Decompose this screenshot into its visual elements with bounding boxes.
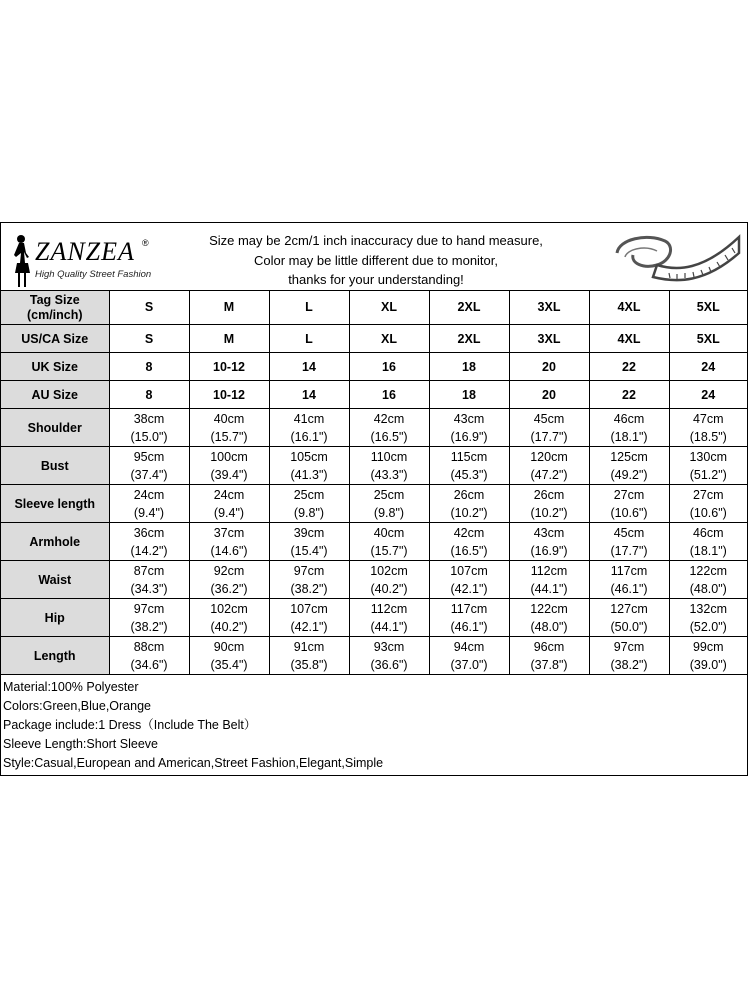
spec-sleeve-length: Sleeve Length:Short Sleeve: [3, 737, 158, 751]
cell-cm: 26cm: [533, 487, 565, 502]
table-cell: XL: [349, 325, 429, 353]
cell-inch: (18.1"): [610, 429, 648, 444]
table-cell: 4XL: [589, 325, 669, 353]
table-cell: 20: [509, 381, 589, 409]
cell-inch: (40.2"): [370, 581, 408, 596]
table-cell: [189, 599, 269, 637]
chart-header: [1, 223, 747, 291]
cell-inch: (10.2"): [530, 505, 568, 520]
row-label-line: Tag Size: [29, 292, 80, 307]
table-cell: 16: [349, 381, 429, 409]
cell-cm: 112cm: [530, 563, 568, 578]
table-cell: [589, 561, 669, 599]
cell-cm: 46cm: [692, 525, 724, 540]
brand-logo: [5, 229, 155, 285]
cell-inch: (39.0"): [689, 657, 727, 672]
table-cell: [349, 561, 429, 599]
cell-cm: 92cm: [213, 563, 245, 578]
fashion-figure-icon: [8, 233, 32, 289]
cell-inch: (39.4"): [210, 467, 248, 482]
spec-material: Material:100% Polyester: [3, 680, 139, 694]
table-cell: 5XL: [669, 325, 747, 353]
table-cell: [109, 599, 189, 637]
cell-inch: (9.8"): [293, 505, 325, 520]
cell-cm: 95cm: [133, 449, 165, 464]
cell-cm: 26cm: [453, 487, 485, 502]
table-cell: [349, 447, 429, 485]
cell-cm: 107cm: [290, 601, 328, 616]
table-row: [1, 447, 747, 485]
cell-inch: (9.4"): [133, 505, 165, 520]
table-cell: [429, 409, 509, 447]
cell-inch: (37.4"): [130, 467, 168, 482]
registered-mark: ®: [142, 238, 149, 248]
table-row-tag-size: [1, 291, 747, 325]
table-cell: [429, 637, 509, 675]
notice-line: thanks for your understanding!: [288, 272, 464, 287]
measurement-rows: [1, 409, 747, 675]
table-cell: [589, 637, 669, 675]
table-row: [1, 523, 747, 561]
table-cell: [189, 447, 269, 485]
table-cell: [429, 561, 509, 599]
table-cell: [669, 485, 747, 523]
table-cell: L: [269, 325, 349, 353]
table-cell: 5XL: [669, 291, 747, 325]
cell-inch: (38.2"): [610, 657, 648, 672]
table-cell: [349, 485, 429, 523]
cell-inch: (35.8"): [290, 657, 328, 672]
cell-cm: 115cm: [450, 449, 488, 464]
cell-inch: (9.4"): [213, 505, 245, 520]
table-cell: [269, 599, 349, 637]
cell-cm: 105cm: [290, 449, 328, 464]
cell-cm: 25cm: [293, 487, 325, 502]
row-label-line: (cm/inch): [26, 307, 83, 322]
cell-cm: 40cm: [213, 411, 245, 426]
cell-cm: 107cm: [450, 563, 488, 578]
cell-cm: 90cm: [213, 639, 245, 654]
table-cell: 14: [269, 353, 349, 381]
size-chart-sheet: [0, 222, 748, 776]
table-cell: [509, 523, 589, 561]
cell-inch: (16.5"): [370, 429, 408, 444]
cell-inch: (10.6"): [689, 505, 727, 520]
table-cell: [509, 485, 589, 523]
table-cell: [109, 409, 189, 447]
notice-line: Color may be little different due to monitor,: [254, 252, 498, 268]
table-cell: [669, 447, 747, 485]
table-cell: [109, 637, 189, 675]
table-cell: 18: [429, 353, 509, 381]
table-cell: [269, 447, 349, 485]
cell-cm: 25cm: [373, 487, 405, 502]
table-row: [1, 561, 747, 599]
table-cell: [109, 561, 189, 599]
table-cell: [669, 599, 747, 637]
cell-cm: 120cm: [530, 449, 568, 464]
cell-cm: 27cm: [692, 487, 724, 502]
cell-cm: 97cm: [293, 563, 325, 578]
cell-cm: 43cm: [533, 525, 565, 540]
row-label: Waist: [1, 561, 109, 599]
table-cell: [589, 485, 669, 523]
cell-inch: (15.7"): [370, 543, 408, 558]
cell-inch: (50.0"): [610, 619, 648, 634]
table-cell: 24: [669, 381, 747, 409]
brand-name: ZANZEA: [35, 237, 135, 266]
cell-inch: (44.1"): [530, 581, 568, 596]
table-cell: [669, 637, 747, 675]
cell-inch: (51.2"): [689, 467, 727, 482]
cell-inch: (49.2"): [610, 467, 648, 482]
table-cell: [589, 599, 669, 637]
row-label: [1, 291, 109, 325]
cell-inch: (34.6"): [130, 657, 168, 672]
table-cell: [669, 409, 747, 447]
table-cell: L: [269, 291, 349, 325]
cell-cm: 38cm: [133, 411, 165, 426]
cell-cm: 46cm: [613, 411, 645, 426]
table-cell: [269, 561, 349, 599]
spec-colors: Colors:Green,Blue,Orange: [3, 699, 151, 713]
table-row: [1, 409, 747, 447]
table-cell: XL: [349, 291, 429, 325]
cell-cm: 87cm: [133, 563, 165, 578]
cell-inch: (17.7"): [530, 429, 568, 444]
table-cell: M: [189, 291, 269, 325]
table-cell: [429, 447, 509, 485]
cell-cm: 36cm: [133, 525, 165, 540]
cell-inch: (47.2"): [530, 467, 568, 482]
table-cell: 10-12: [189, 381, 269, 409]
cell-cm: 110cm: [370, 449, 408, 464]
table-cell: [509, 447, 589, 485]
cell-cm: 97cm: [133, 601, 165, 616]
cell-cm: 102cm: [210, 601, 248, 616]
row-label: Sleeve length: [1, 485, 109, 523]
cell-cm: 122cm: [689, 563, 728, 578]
table-cell: [189, 523, 269, 561]
table-row: [1, 637, 747, 675]
cell-cm: 37cm: [213, 525, 245, 540]
table-cell: [269, 409, 349, 447]
table-cell: [589, 523, 669, 561]
cell-inch: (16.9"): [530, 543, 568, 558]
table-cell: S: [109, 325, 189, 353]
table-cell: [509, 561, 589, 599]
table-cell: [349, 409, 429, 447]
cell-inch: (10.2"): [450, 505, 488, 520]
table-cell: 24: [669, 353, 747, 381]
cell-cm: 125cm: [610, 449, 648, 464]
table-row-uk-size: [1, 353, 747, 381]
cell-inch: (18.1"): [689, 543, 727, 558]
cell-cm: 88cm: [133, 639, 165, 654]
cell-cm: 27cm: [613, 487, 645, 502]
row-label: Armhole: [1, 523, 109, 561]
cell-inch: (42.1"): [450, 581, 488, 596]
cell-inch: (48.0"): [530, 619, 568, 634]
table-cell: [509, 637, 589, 675]
cell-inch: (36.6"): [370, 657, 408, 672]
cell-inch: (43.3"): [370, 467, 408, 482]
table-cell: 18: [429, 381, 509, 409]
table-cell: [349, 599, 429, 637]
cell-inch: (46.1"): [450, 619, 488, 634]
table-cell: [189, 637, 269, 675]
table-cell: [509, 409, 589, 447]
cell-cm: 99cm: [692, 639, 724, 654]
measurement-notice: [191, 231, 561, 290]
cell-cm: 127cm: [610, 601, 648, 616]
cell-inch: (52.0"): [689, 619, 727, 634]
table-cell: [109, 447, 189, 485]
cell-cm: 45cm: [613, 525, 645, 540]
cell-inch: (37.0"): [450, 657, 488, 672]
cell-cm: 100cm: [210, 449, 248, 464]
cell-inch: (41.3"): [290, 467, 328, 482]
table-cell: 16: [349, 353, 429, 381]
cell-cm: 117cm: [450, 601, 488, 616]
cell-inch: (37.8"): [530, 657, 568, 672]
table-cell: 14: [269, 381, 349, 409]
cell-inch: (10.6"): [610, 505, 648, 520]
cell-cm: 93cm: [373, 639, 405, 654]
cell-inch: (45.3"): [450, 467, 488, 482]
cell-inch: (15.0"): [130, 429, 168, 444]
cell-inch: (38.2"): [290, 581, 328, 596]
cell-inch: (16.5"): [450, 543, 488, 558]
table-cell: [349, 637, 429, 675]
cell-inch: (36.2"): [210, 581, 248, 596]
table-row-us-ca-size: [1, 325, 747, 353]
table-cell: 3XL: [509, 325, 589, 353]
cell-cm: 122cm: [530, 601, 568, 616]
table-cell: [589, 409, 669, 447]
table-cell: 8: [109, 381, 189, 409]
cell-inch: (46.1"): [610, 581, 648, 596]
row-label: UK Size: [1, 353, 109, 381]
table-cell: [269, 523, 349, 561]
cell-cm: 42cm: [453, 525, 485, 540]
cell-inch: (35.4"): [210, 657, 248, 672]
cell-inch: (34.3"): [130, 581, 168, 596]
cell-inch: (16.9"): [450, 429, 488, 444]
table-row: [1, 599, 747, 637]
cell-cm: 130cm: [689, 449, 728, 464]
cell-cm: 96cm: [533, 639, 565, 654]
cell-cm: 102cm: [370, 563, 408, 578]
cell-cm: 40cm: [373, 525, 405, 540]
table-cell: [109, 523, 189, 561]
cell-cm: 132cm: [689, 601, 728, 616]
row-label: AU Size: [1, 381, 109, 409]
cell-cm: 97cm: [613, 639, 645, 654]
cell-inch: (16.1"): [290, 429, 328, 444]
cell-cm: 42cm: [373, 411, 405, 426]
row-label: Bust: [1, 447, 109, 485]
cell-inch: (38.2"): [130, 619, 168, 634]
table-cell: 10-12: [189, 353, 269, 381]
table-cell: [429, 599, 509, 637]
cell-cm: 39cm: [293, 525, 325, 540]
table-cell: 2XL: [429, 325, 509, 353]
table-cell: [189, 409, 269, 447]
table-cell: 3XL: [509, 291, 589, 325]
cell-inch: (42.1"): [290, 619, 328, 634]
table-cell: 22: [589, 353, 669, 381]
cell-cm: 47cm: [692, 411, 724, 426]
product-specs: [3, 678, 383, 773]
table-cell: 20: [509, 353, 589, 381]
cell-cm: 24cm: [213, 487, 245, 502]
cell-inch: (18.5"): [689, 429, 727, 444]
table-cell: 22: [589, 381, 669, 409]
table-cell: [269, 637, 349, 675]
cell-inch: (9.8"): [373, 505, 405, 520]
cell-cm: 24cm: [133, 487, 165, 502]
table-cell: [429, 485, 509, 523]
cell-cm: 112cm: [370, 601, 408, 616]
notice-line: Size may be 2cm/1 inch inaccuracy due to hand measure,: [209, 233, 543, 248]
row-label: Shoulder: [1, 409, 109, 447]
cell-inch: (44.1"): [370, 619, 408, 634]
brand-tagline: High Quality Street Fashion: [35, 269, 152, 280]
cell-cm: 45cm: [533, 411, 565, 426]
table-cell: [429, 523, 509, 561]
cell-inch: (48.0"): [689, 581, 727, 596]
cell-cm: 41cm: [293, 411, 325, 426]
table-cell: 2XL: [429, 291, 509, 325]
row-label: Length: [1, 637, 109, 675]
table-cell: [349, 523, 429, 561]
table-cell: 8: [109, 353, 189, 381]
table-row: [1, 485, 747, 523]
table-cell: S: [109, 291, 189, 325]
row-label: US/CA Size: [1, 325, 109, 353]
spec-style: Style:Casual,European and American,Street Fashion,Elegant,Simple: [3, 756, 384, 770]
size-table: [1, 291, 747, 675]
table-cell: [109, 485, 189, 523]
table-cell: M: [189, 325, 269, 353]
cell-inch: (40.2"): [210, 619, 248, 634]
table-row-au-size: [1, 381, 747, 409]
cell-inch: (17.7"): [610, 543, 648, 558]
table-cell: [669, 523, 747, 561]
cell-inch: (14.6"): [210, 543, 248, 558]
table-cell: 4XL: [589, 291, 669, 325]
cell-inch: (15.7"): [210, 429, 248, 444]
measuring-tape-icon: [613, 227, 743, 285]
cell-inch: (14.2"): [130, 543, 168, 558]
cell-cm: 43cm: [453, 411, 485, 426]
table-cell: [669, 561, 747, 599]
cell-cm: 117cm: [610, 563, 648, 578]
spec-package: Package include:1 Dress（Include The Belt）: [3, 718, 257, 732]
cell-cm: 91cm: [293, 639, 325, 654]
table-cell: [509, 599, 589, 637]
table-cell: [189, 485, 269, 523]
table-cell: [589, 447, 669, 485]
row-label: Hip: [1, 599, 109, 637]
table-cell: [189, 561, 269, 599]
cell-cm: 94cm: [453, 639, 485, 654]
cell-inch: (15.4"): [290, 543, 328, 558]
table-cell: [269, 485, 349, 523]
